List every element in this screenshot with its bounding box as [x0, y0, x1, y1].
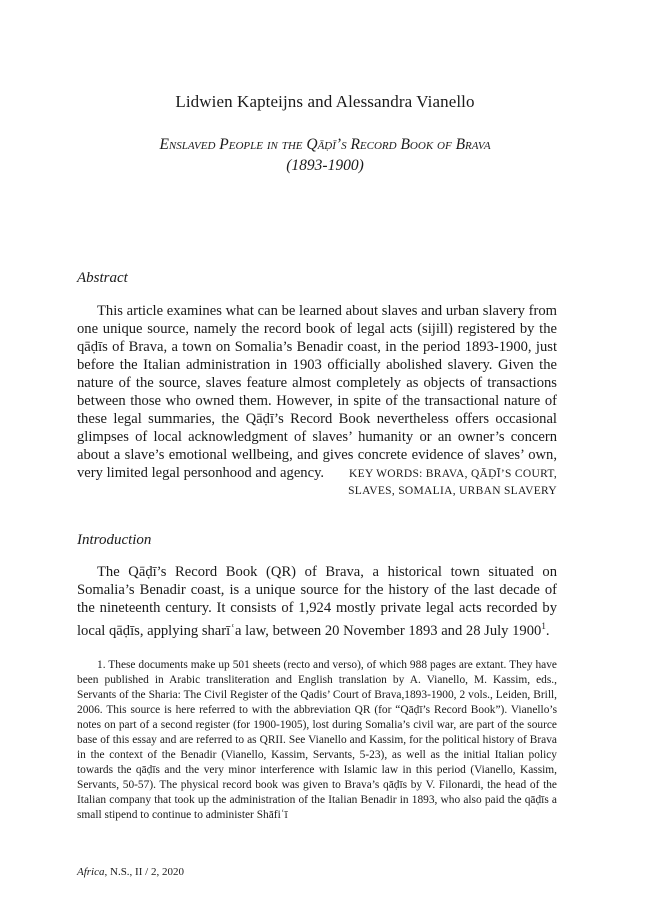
abstract-paragraph: This article examines what can be learned about slaves and urban slavery from one unique source, namely the record book of legal acts (sijill) registered by the qāḍīs of Brava, a town on Somalia’s Benadir coast, in the period 1893-1900, just before the Italian administration in 1903 officially abolished slavery. Given the nature of the source, slaves feature almost completely as objects of transactions between those who owned them. However, in spite of the transactional nature of these legal summaries, the Qāḍī’s Record Book nevertheless offers occasional glimpses of local acknowledgment of slaves’ humanity or an owner’s concern about a slave’s emotional wellbeing, and gives concrete evidence of slaves’ own, very limited legal personhood and agency. — [77, 303, 557, 481]
introduction-paragraph — [77, 563, 557, 640]
journal-name: Africa — [77, 866, 105, 878]
key-words-line-2: SLAVES, SOMALIA, URBAN SLAVERY — [348, 485, 557, 497]
introduction-heading: Introduction — [77, 532, 152, 548]
article-authors: Lidwien Kapteijns and Alessandra Vianello — [175, 92, 475, 111]
key-words-line-1: KEY WORDS: BRAVA, QĀḌĪ’S COURT, — [349, 468, 557, 480]
key-words — [348, 466, 557, 500]
introduction-end-punctuation: . — [545, 622, 550, 639]
introduction-text: The Qāḍī’s Record Book (QR) of Brava, a historical town situated on Somalia’s Benadir coast, is a unique source for the history of the last decade of the nineteenth century. It consists of 1,924 mostly private legal acts recorded by local qāḍīs, applying sharīʿa law, between 20 November 1893 and 28 July 1900 — [77, 564, 557, 639]
abstract-heading: Abstract — [77, 270, 128, 286]
journal-issue: , N.S., II / 2, 2020 — [104, 866, 184, 878]
article-title — [60, 134, 590, 176]
article-title-main: Enslaved People in the Qāḍī’s Record Book of Brava — [159, 136, 491, 153]
footnote-1: 1. These documents make up 501 sheets (recto and verso), of which 988 pages are extant. They have been published in Arabic transliteration and English translation by A. Vianello, M. Kassim, eds., Servants of the Sharia: The Civil Register of the Qadis’ Court of Brava,1893-1900, 2 vols., Leiden, Brill, 2006. This source is here referred to with the abbreviation QR (for “Qāḍī’s Record Book”). Vianello’s notes on part of a second register (for 1900-1905), lost during Somalia’s civil war, are part of the source base of this essay and are referred to as QRII. See Vianello and Kassim, for the political history of Brava in the context of the Benadir (Vianello, Kassim, Servants, 5-23), as well as the initial Italian policy towards the qāḍīs and the very minor interference with Islamic law in this period (Vianello, Kassim, Servants, 50-57). The physical record book was given to Brava’s qāḍīs by V. Filonardi, the head of the Italian company that took up the administration of the Italian Benadir in 1893, who also paid the qāḍīs a small stipend to continue to administer Shāfiʿī — [77, 659, 557, 821]
running-footer — [77, 866, 184, 878]
article-title-years: (1893-1900) — [286, 157, 364, 174]
footnote-reference: 1 — [541, 621, 546, 631]
